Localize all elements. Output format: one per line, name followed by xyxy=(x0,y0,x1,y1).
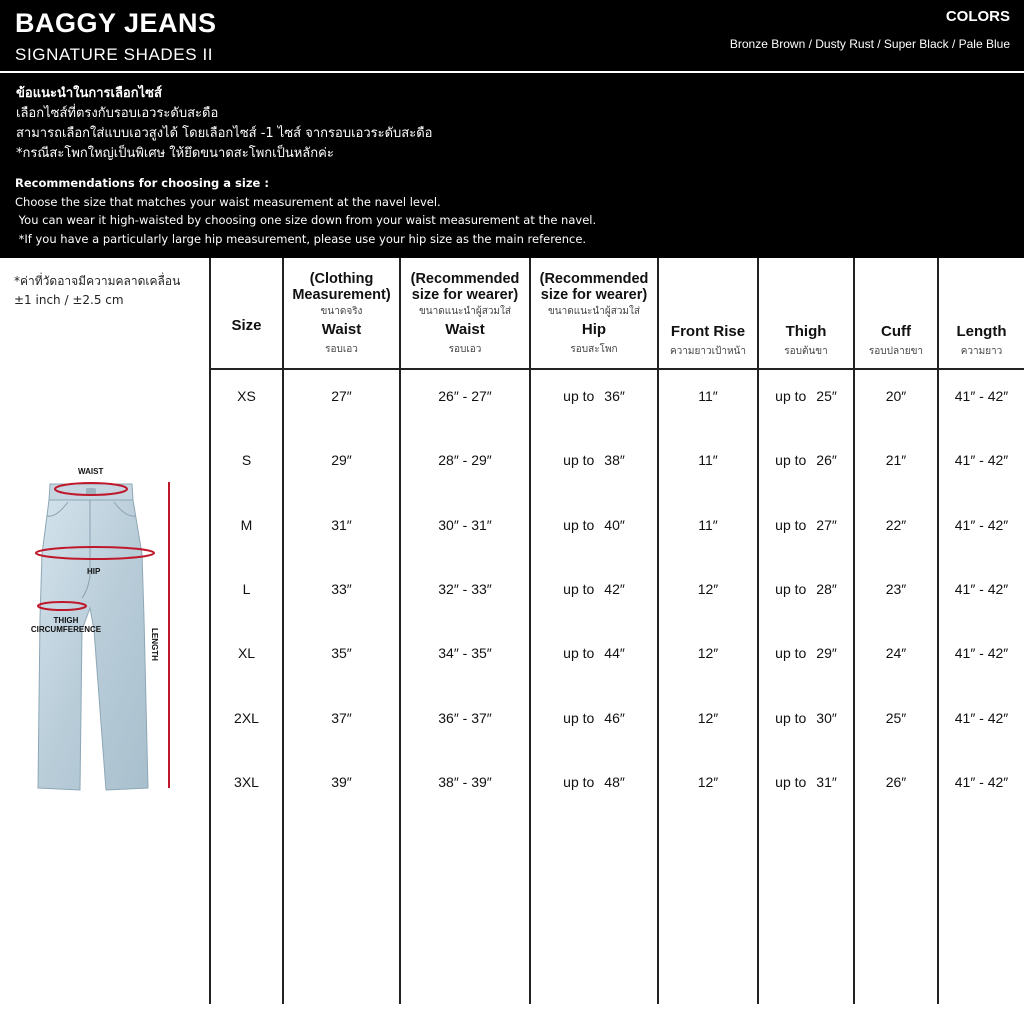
size-cell: 2XL xyxy=(234,710,259,726)
column-header-main: Cuff xyxy=(881,323,911,340)
thigh-value: 25″ xyxy=(816,388,837,404)
column-header-main: Front Rise xyxy=(670,323,746,340)
hip-value: 40″ xyxy=(604,517,625,533)
cuff-cell: 26″ xyxy=(885,774,907,790)
thigh-value: 27″ xyxy=(816,517,837,533)
header-divider xyxy=(0,71,1024,73)
recommendations-thai-heading: ข้อแนะนำในการเลือกไซส์ xyxy=(16,86,162,101)
thigh-value: 26″ xyxy=(816,452,837,468)
header-banner xyxy=(0,0,1024,258)
hip-cell xyxy=(531,388,657,404)
thigh-label-line1: THIGH xyxy=(53,616,79,625)
column-header-length xyxy=(939,324,1024,359)
length-cell: 41″ - 42″ xyxy=(954,774,1009,790)
column-header-waist xyxy=(284,272,399,357)
recommendations-english-line: Choose the size that matches your waist measurement at the navel level. xyxy=(15,194,441,209)
tolerance-note-values: ±1 inch / ±2.5 cm xyxy=(14,293,124,307)
recommendations-thai xyxy=(16,84,432,164)
up-to-label: up to xyxy=(775,645,807,661)
thigh-label xyxy=(26,616,106,634)
recommendations-english xyxy=(15,174,596,248)
up-to-label: up to xyxy=(775,452,807,468)
size-cell: M xyxy=(240,517,253,533)
recommendations-thai-line: เลือกไซส์ที่ตรงกับรอบเอวระดับสะดือ xyxy=(16,106,219,121)
length-cell: 41″ - 42″ xyxy=(954,581,1009,597)
thigh-cell xyxy=(759,388,853,404)
front-rise-cell: 11″ xyxy=(698,517,718,533)
column-header-thai-note: ขนาดจริง xyxy=(320,306,363,317)
column-header-thai: รอบปลายขา xyxy=(868,346,924,357)
column-header-thigh xyxy=(759,324,853,359)
colors-heading: COLORS xyxy=(945,8,1010,25)
hip-value: 42″ xyxy=(604,581,625,597)
hip-cell xyxy=(531,581,657,597)
column-header-thai-note: ขนาดแนะนำผู้สวมใส่ xyxy=(547,306,641,317)
thigh-value: 30″ xyxy=(816,710,837,726)
page-title: BAGGY JEANS xyxy=(15,8,217,38)
waist-label: WAIST xyxy=(78,467,104,476)
hip-cell xyxy=(531,774,657,790)
hip-cell xyxy=(531,452,657,468)
hip-value: 44″ xyxy=(604,645,625,661)
length-cell: 41″ - 42″ xyxy=(954,388,1009,404)
column-header-note: (Recommended size for wearer) xyxy=(410,271,520,303)
column-header-main: Length xyxy=(956,323,1007,340)
waist-cell: 33″ xyxy=(331,581,352,597)
up-to-label: up to xyxy=(563,645,595,661)
front-rise-cell: 11″ xyxy=(698,388,718,404)
recommended-waist-cell: 30″ - 31″ xyxy=(438,517,492,533)
column-header-thai: ความยาว xyxy=(960,346,1003,357)
up-to-label: up to xyxy=(563,452,595,468)
hip-cell xyxy=(531,710,657,726)
thigh-value: 29″ xyxy=(816,645,837,661)
hip-cell xyxy=(531,517,657,533)
front-rise-cell: 11″ xyxy=(698,452,718,468)
front-rise-cell: 12″ xyxy=(697,645,719,661)
waist-cell: 29″ xyxy=(331,452,352,468)
hip-cell xyxy=(531,645,657,661)
recommendations-thai-line: สามารถเลือกใส่แบบเอวสูงได้ โดยเลือกไซส์ -1 ไซส์ จากรอบเอวระดับสะดือ xyxy=(16,126,433,141)
column-header-main: Hip xyxy=(581,321,607,338)
column-header-thai: รอบเอว xyxy=(448,344,482,355)
column-header-main: Size xyxy=(231,317,262,334)
waist-cell: 37″ xyxy=(331,710,352,726)
recommended-waist-cell: 34″ - 35″ xyxy=(438,645,492,661)
up-to-label: up to xyxy=(563,581,595,597)
column-header-thai: รอบต้นขา xyxy=(784,346,828,357)
column-header-thai: รอบเอว xyxy=(325,344,358,355)
table-header-rule xyxy=(210,368,1024,370)
hip-label: HIP xyxy=(87,567,101,576)
size-cell: XL xyxy=(237,645,256,661)
recommendations-thai-line: *กรณีสะโพกใหญ่เป็นพิเศษ ให้ยึดขนาดสะโพกเป็นหลักค่ะ xyxy=(16,146,334,161)
thigh-cell xyxy=(759,774,853,790)
colors-list: Bronze Brown / Dusty Rust / Super Black / Pale Blue xyxy=(729,37,1010,51)
up-to-label: up to xyxy=(775,710,807,726)
length-cell: 41″ - 42″ xyxy=(954,452,1009,468)
waist-cell: 31″ xyxy=(331,517,352,533)
size-cell: S xyxy=(241,452,252,468)
column-header-thai: ความยาวเป้าหน้า xyxy=(669,346,747,357)
recommended-waist-cell: 26″ - 27″ xyxy=(438,388,492,404)
recommendations-english-line: *If you have a particularly large hip measurement, please use your hip size as the main reference. xyxy=(15,231,587,246)
recommended-waist-cell: 38″ - 39″ xyxy=(438,774,492,790)
up-to-label: up to xyxy=(563,710,595,726)
up-to-label: up to xyxy=(563,517,595,533)
cuff-cell: 25″ xyxy=(885,710,907,726)
recommendations-english-line: You can wear it high-waisted by choosing one size down from your waist measurement at the navel. xyxy=(15,213,597,227)
thigh-cell xyxy=(759,452,853,468)
waist-cell: 27″ xyxy=(331,388,352,404)
front-rise-cell: 12″ xyxy=(697,774,719,790)
recommendations-english-heading: Recommendations for choosing a size : xyxy=(15,176,269,190)
cuff-cell: 24″ xyxy=(885,645,907,661)
up-to-label: up to xyxy=(775,388,807,404)
thigh-label-line2: CIRCUMFERENCE xyxy=(30,625,102,634)
up-to-label: up to xyxy=(563,774,595,790)
hip-value: 36″ xyxy=(604,388,625,404)
column-header-main: Waist xyxy=(321,321,362,338)
column-header-size xyxy=(211,318,282,334)
size-cell: 3XL xyxy=(234,774,259,790)
column-header-front-rise xyxy=(659,324,757,359)
cuff-cell: 20″ xyxy=(885,388,907,404)
thigh-cell xyxy=(759,710,853,726)
hip-value: 46″ xyxy=(604,710,625,726)
tolerance-note-thai: *ค่าที่วัดอาจมีความคลาดเคลื่อน xyxy=(14,274,181,288)
up-to-label: up to xyxy=(775,774,807,790)
thigh-value: 31″ xyxy=(816,774,837,790)
cuff-cell: 23″ xyxy=(885,581,907,597)
column-header-thai-note: ขนาดแนะนำผู้สวมใส่ xyxy=(418,306,512,317)
tolerance-note xyxy=(14,272,180,310)
column-header-note: (Clothing Measurement) xyxy=(292,271,391,303)
column-header-main: Waist xyxy=(445,321,485,338)
cuff-cell: 22″ xyxy=(885,517,907,533)
length-cell: 41″ - 42″ xyxy=(954,517,1009,533)
size-cell: XS xyxy=(237,388,256,404)
recommended-waist-cell: 32″ - 33″ xyxy=(438,581,492,597)
length-cell: 41″ - 42″ xyxy=(954,645,1009,661)
hip-value: 38″ xyxy=(604,452,625,468)
column-header-main: Thigh xyxy=(785,323,827,340)
up-to-label: up to xyxy=(775,581,807,597)
thigh-value: 28″ xyxy=(816,581,837,597)
up-to-label: up to xyxy=(563,388,595,404)
thigh-cell xyxy=(759,581,853,597)
thigh-cell xyxy=(759,645,853,661)
recommended-waist-cell: 36″ - 37″ xyxy=(438,710,492,726)
thigh-cell xyxy=(759,517,853,533)
column-header-note: (Recommended size for wearer) xyxy=(539,271,649,303)
cuff-cell: 21″ xyxy=(885,452,907,468)
column-header-thai: รอบสะโพก xyxy=(570,344,618,355)
page-subtitle: SIGNATURE SHADES II xyxy=(15,45,214,64)
up-to-label: up to xyxy=(775,517,807,533)
size-cell: L xyxy=(242,581,251,597)
column-header-hip xyxy=(531,272,657,357)
waist-cell: 39″ xyxy=(331,774,352,790)
column-header-cuff xyxy=(855,324,937,359)
recommended-waist-cell: 28″ - 29″ xyxy=(438,452,492,468)
hip-value: 48″ xyxy=(604,774,625,790)
waist-cell: 35″ xyxy=(331,645,352,661)
length-cell: 41″ - 42″ xyxy=(954,710,1009,726)
column-header-recommended-waist xyxy=(401,272,529,357)
length-label: LENGTH xyxy=(150,628,159,661)
front-rise-cell: 12″ xyxy=(697,710,719,726)
jeans-measurement-diagram xyxy=(20,458,210,808)
front-rise-cell: 12″ xyxy=(697,581,719,597)
